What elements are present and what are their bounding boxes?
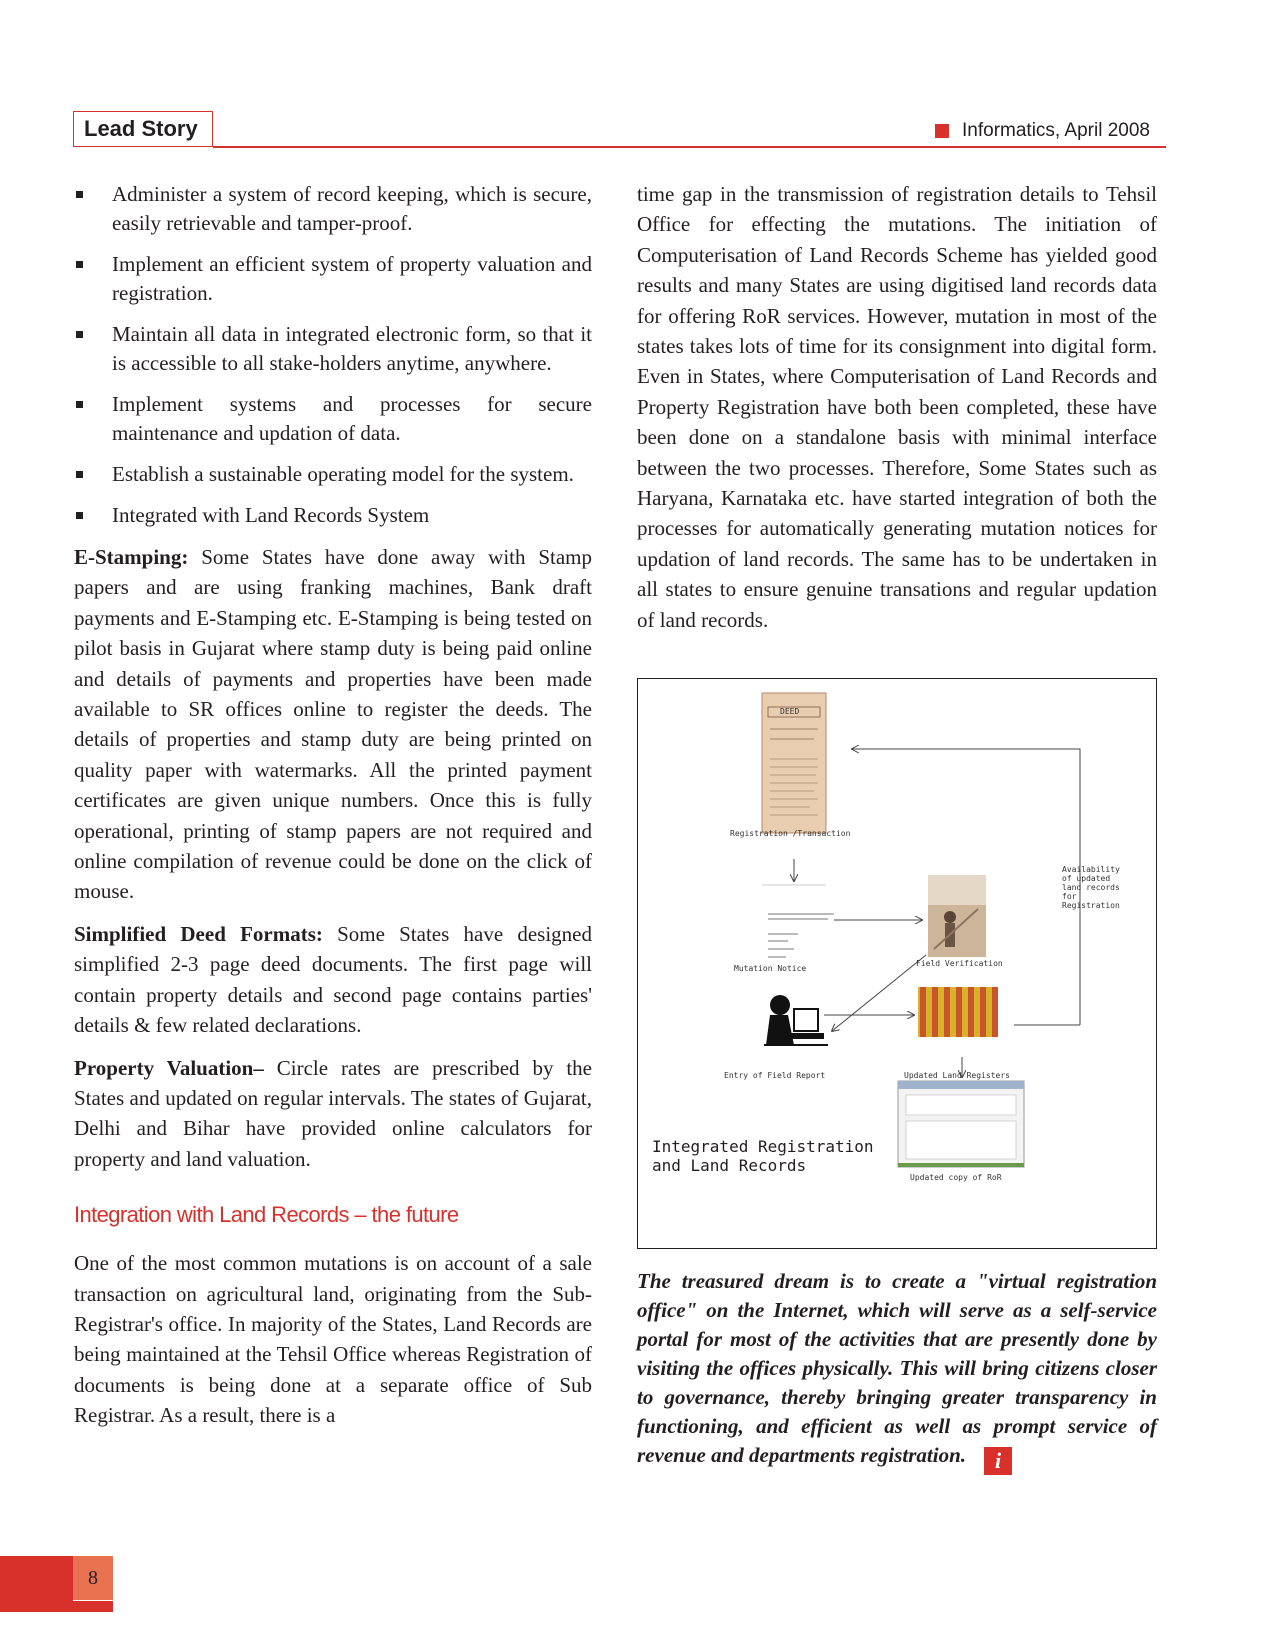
square-bullet-icon xyxy=(76,261,83,268)
process-diagram xyxy=(637,678,1157,1249)
footer-strip xyxy=(73,1601,113,1612)
field-verification-label: Field Verification xyxy=(916,959,1003,968)
field-verification-photo xyxy=(928,875,986,957)
valuation-paragraph: Property Valuation– Circle rates are prescribed by the States and updated on regular intervals. The states of Gujarat, Delhi and Bihar have provided online calculators for property and land valuation. xyxy=(74,1055,592,1171)
updated-registers-label: Updated Land Registers xyxy=(904,1071,1010,1080)
square-bullet-icon xyxy=(76,471,83,478)
header-rule xyxy=(213,146,1166,148)
list-item: Administer a system of record keeping, which is secure, easily retrievable and tamper-proof. xyxy=(74,180,592,238)
deed-stamp-label: DEED xyxy=(780,707,800,716)
list-item: Establish a sustainable operating model for the system. xyxy=(74,460,592,489)
list-item: Implement systems and processes for secure maintenance and updation of data. xyxy=(74,390,592,448)
list-item: Implement an efficient system of property valuation and registration. xyxy=(74,250,592,308)
updated-ror-label: Updated copy of RoR xyxy=(910,1173,1002,1182)
section-heading: Integration with Land Records – the future xyxy=(74,1202,459,1228)
left-column xyxy=(74,180,592,1443)
data-entry-operator-icon xyxy=(764,995,828,1045)
list-item: Integrated with Land Records System xyxy=(74,501,592,530)
list-item: Maintain all data in integrated electronic form, so that it is accessible to all stake-holders anytime, anywhere. xyxy=(74,320,592,378)
diagram-title: Integrated Registration and Land Records xyxy=(652,1137,874,1175)
mutation-notice-label: Mutation Notice xyxy=(734,964,807,973)
informatics-i-icon: i xyxy=(984,1447,1012,1475)
square-bullet-icon xyxy=(76,191,83,198)
registration-label: Registration /Transaction xyxy=(730,829,851,838)
integration-paragraph: One of the most common mutations is on account of a sale transaction on agricultural land, originating from the Sub-Registrar's office. In majority of the States, Land Records are being maintained at the Tehsil Office whereas Registration of documents is being done at a separate office of Sub Registrar. As a result, there is a xyxy=(74,1251,592,1428)
square-bullet-icon xyxy=(76,512,83,519)
availability-label: Availability of updated land records for Registration xyxy=(1062,865,1120,910)
integration-paragraph-continued: time gap in the transmission of registration details to Tehsil Office for effecting the mutations. The initiation of Computerisation of Land Records Scheme has yielded good results and many States are using digitised land records data for offering RoR services. However, mutation in most of the states takes lots of time for its consignment into digital form. Even in States, where Computerisation of Land Records and Property Registration have both been completed, these have been done on a standalone basis with minimal interface between the two processes. Therefore, Some States such as Haryana, Karnataka etc. have started integration of both the processes for automatically generating mutation notices for updation of land records. The same has to be undertaken in all states to ensure genuine transations and regular updation of land records. xyxy=(637,182,1157,632)
mutation-notice-icon xyxy=(768,914,834,957)
page-number: 8 xyxy=(73,1556,113,1600)
issue-label: Informatics, April 2008 xyxy=(962,120,1150,141)
section-label: Lead Story xyxy=(73,111,213,147)
right-column xyxy=(637,179,1157,647)
footer-bar xyxy=(0,1556,73,1612)
objectives-list xyxy=(74,180,592,530)
square-bullet-icon xyxy=(76,331,83,338)
deed-formats-paragraph: Simplified Deed Formats: Some States have designed simplified 2-3 page deed documents. The first page will contain property details and second page contains parties' details & few related declarations. xyxy=(74,921,592,1038)
estamping-paragraph: E-Stamping: Some States have done away with Stamp papers and are using franking machines, Bank draft payments and E-Stamping etc. E-Stamping is being tested on pilot basis in Gujarat where stamp duty is being paid online and details of payments and properties have been made available to SR offices online to register the deeds. The details of properties and stamp duty are being printed on quality paper with watermarks. All the printed payment certificates are given unique numbers. Once this is fully operational, printing of stamp papers are not required and online compilation of revenue could be done on the click of mouse. xyxy=(74,545,592,904)
pull-quote: The treasured dream is to create a "virtual registration office" on the Internet, which will serve as a self-service portal for most of the activities that are presently done by visiting the offices physically. This will bring citizens closer to governance, thereby bringing greater transparency in functioning, and efficient as well as prompt service of revenue and departments registration. i xyxy=(637,1269,1157,1473)
ror-screen-icon xyxy=(898,1081,1024,1167)
square-bullet-icon xyxy=(76,401,83,408)
land-registers-icon xyxy=(918,987,998,1037)
entry-field-report-label: Entry of Field Report xyxy=(724,1071,826,1080)
header-square-icon xyxy=(935,124,949,138)
